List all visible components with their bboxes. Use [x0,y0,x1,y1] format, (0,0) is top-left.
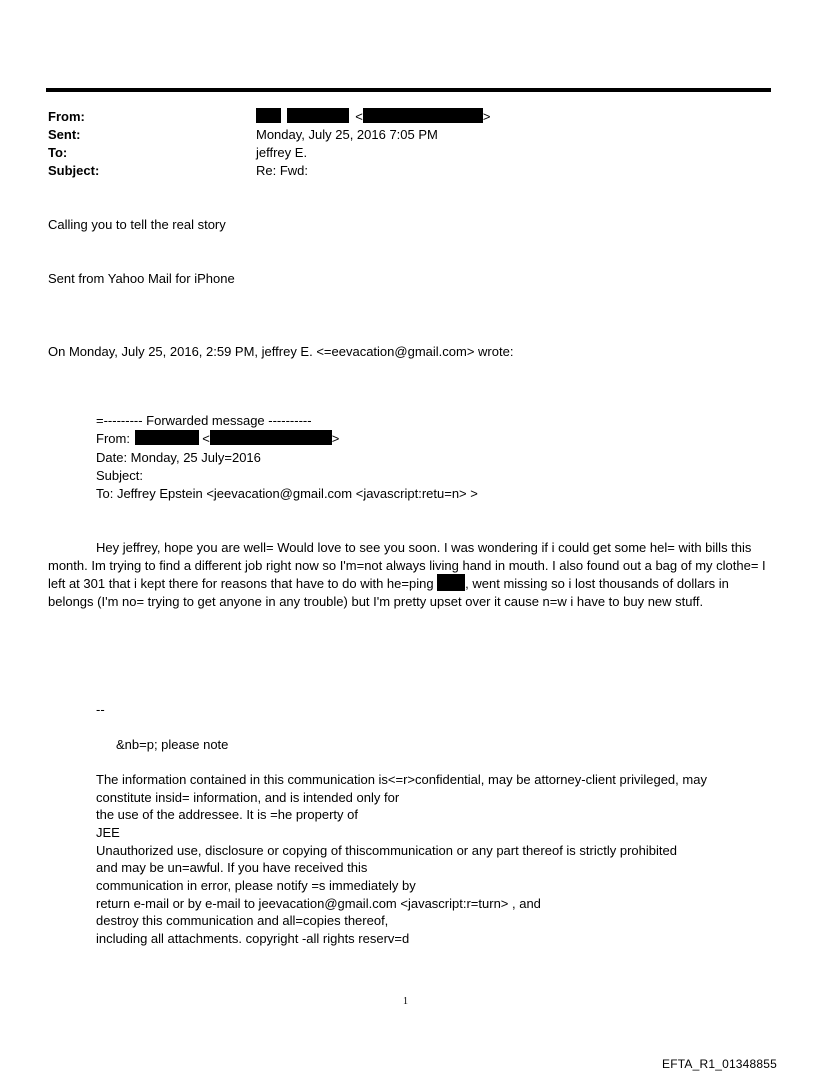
disclaimer-line: including all attachments. copyright -all rights reserv=d [96,931,410,946]
redaction-block [135,430,199,445]
forward-from-label: From: [96,431,130,446]
from-label: From: [48,109,85,124]
forward-from-gt: > [331,431,340,446]
redaction-block [437,574,465,591]
disclaimer-line: constitute insid= information, and is intended only for [96,790,400,805]
disclaimer-line: Unauthorized use, disclosure or copying of thiscommunication or any part thereof is strictly prohibited [96,843,677,858]
sent-row [48,126,748,144]
disclaimer-line: communication in error, please notify =s immediately by [96,878,416,893]
bates-number: EFTA_R1_01348855 [662,1057,778,1071]
body-line: Sent from Yahoo Mail for iPhone [48,271,235,286]
forward-separator: =--------- Forwarded message ---------- [96,413,312,428]
body-line: Calling you to tell the real story [48,217,226,232]
forward-subject: Subject: [96,468,143,483]
from-gt: > [482,109,491,124]
disclaimer-line: destroy this communication and all=copies thereof, [96,913,389,928]
message-part-2: , went missing so i lost thousands of dollars in belongs (I'm no= trying to get anyone in any trouble) but I'm pretty upset over it cause n=w i have to buy new stuff. [48,576,729,609]
from-row [48,108,748,126]
redaction-block [256,108,281,123]
to-label: To: [48,145,68,160]
disclaimer-line: the use of the addressee. It is =he property of [96,807,358,822]
forward-date: Date: Monday, 25 July=2016 [96,450,261,465]
disclaimer-line: return e-mail or by e-mail to jeevacation@gmail.com <javascript:r=turn> , and [96,896,541,911]
sent-value: Monday, July 25, 2016 7:05 PM [256,127,438,142]
subject-row [48,162,748,180]
from-value [256,108,490,126]
to-value: jeffrey E. [256,145,308,160]
forward-from [96,430,339,448]
disclaimer-line: The information contained in this communication is<=r>confidential, may be attorney-client privileged, may [96,772,707,787]
page-number: 1 [403,996,408,1007]
forward-to: To: Jeffrey Epstein <jeevacation@gmail.com <javascript:retu=n> > [96,486,478,501]
signature-dashes: -- [96,702,105,717]
message-paragraph [48,539,770,610]
quote-intro: On Monday, July 25, 2016, 2:59 PM, jeffrey E. <=eevacation@gmail.com> wrote: [48,344,514,359]
from-lt: < [355,109,363,124]
subject-label: Subject: [48,163,100,178]
sent-label: Sent: [48,127,81,142]
email-header [48,108,748,180]
forward-from-lt: < [202,431,210,446]
signature-note: &nb=p; please note [116,737,229,752]
to-row [48,144,748,162]
message-part-1: Hey jeffrey, hope you are well= Would love to see you soon. I was wondering if i could get some hel= with bills this month. Im trying to find a different job right now so I'm=not always living hand in mouth. I also found out a bag of my clothe= I left at 301 that i kept there for reasons that have to do with he=ping [48,540,766,591]
disclaimer-line: JEE [96,825,120,840]
disclaimer-line: and may be un=awful. If you have received this [96,860,368,875]
redaction-block [210,430,332,445]
subject-value: Re: Fwd: [256,163,309,178]
redaction-block [363,108,483,123]
redaction-block [287,108,349,123]
header-rule [46,88,771,92]
